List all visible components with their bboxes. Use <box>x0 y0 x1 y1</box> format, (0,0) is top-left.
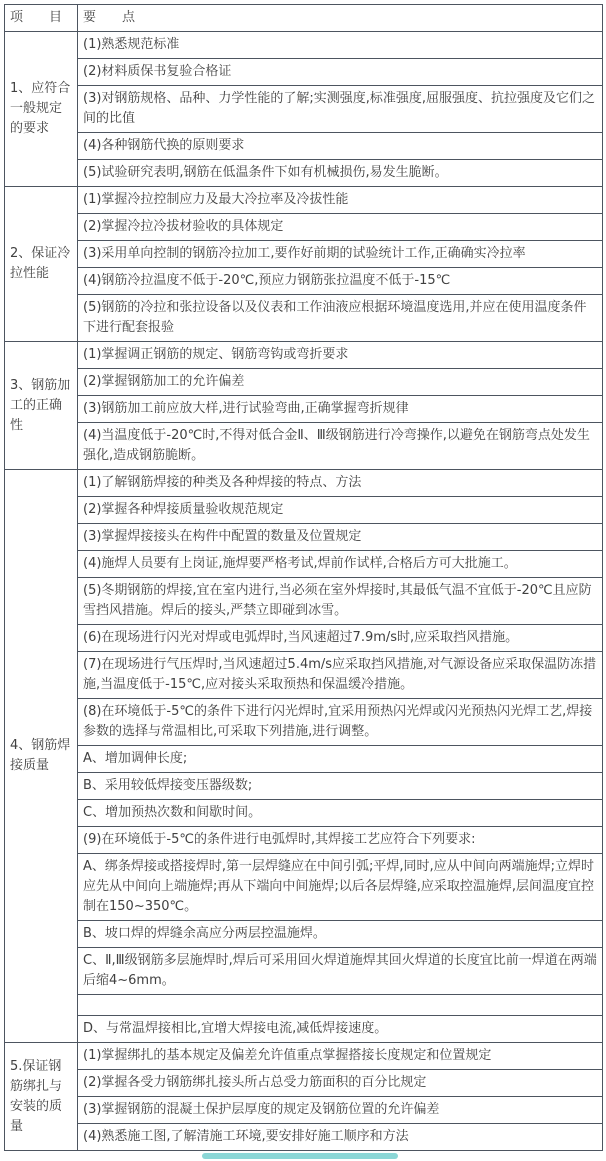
table-row <box>5 369 603 396</box>
point-cell: (3)采用单向控制的钢筋冷拉加工,要作好前期的试验统计工作,正确确实冷拉率 <box>78 241 603 268</box>
point-cell: (1)了解钢筋焊接的种类及各种焊接的特点、方法 <box>78 470 603 497</box>
point-cell: (4)当温度低于-20℃时,不得对低合金Ⅱ、Ⅲ级钢筋进行冷弯操作,以避免在钢筋弯点处发生强化,造成钢筋脆断。 <box>78 423 603 470</box>
table-row <box>5 295 603 342</box>
table-row <box>5 86 603 133</box>
point-cell: (1)掌握冷拉控制应力及最大冷拉率及冷拔性能 <box>78 187 603 214</box>
point-cell: D、与常温焊接相比,宜增大焊接电流,减低焊接速度。 <box>78 1016 603 1043</box>
table-header-row <box>5 5 603 32</box>
requirements-table <box>4 4 603 1151</box>
point-cell: (4)各种钢筋代换的原则要求 <box>78 133 603 160</box>
point-cell: A、增加调伸长度; <box>78 746 603 773</box>
point-cell: (4)施焊人员要有上岗证,施焊要严格考试,焊前作试样,合格后方可大批施工。 <box>78 551 603 578</box>
table-row <box>5 1043 603 1070</box>
table-row <box>5 1070 603 1097</box>
bottom-scrollbar-track <box>4 1153 602 1161</box>
table-row <box>5 652 603 699</box>
table-row <box>5 470 603 497</box>
point-cell: (2)掌握钢筋加工的允许偏差 <box>78 369 603 396</box>
point-cell: (3)对钢筋规格、品种、力学性能的了解;实测强度,标准强度,屈服强度、抗拉强度及它们之间的比值 <box>78 86 603 133</box>
point-cell: (3)钢筋加工前应放大样,进行试验弯曲,正确掌握弯折规律 <box>78 396 603 423</box>
item-cell: 4、钢筋焊接质量 <box>5 470 78 1043</box>
table-row <box>5 241 603 268</box>
item-cell: 5.保证钢筋绑扎与安装的质量 <box>5 1043 78 1151</box>
header-item-column: 项 目 <box>5 5 78 32</box>
table-row <box>5 396 603 423</box>
point-cell: C、Ⅱ,Ⅲ级钢筋多层施焊时,焊后可采用回火焊道施焊其回火焊道的长度宜比前一焊道在两端后缩4~6mm。 <box>78 948 603 995</box>
table-row <box>5 578 603 625</box>
point-cell: (2)掌握各受力钢筋绑扎接头所占总受力筋面积的百分比规定 <box>78 1070 603 1097</box>
table-row <box>5 800 603 827</box>
table-row <box>5 497 603 524</box>
point-cell: (7)在现场进行气压焊时,当风速超过5.4m/s应采取挡风措施,对气源设备应采取保温防冻措施,当温度低于-15℃,应对接头采取预热和保温缓冷措施。 <box>78 652 603 699</box>
point-cell: B、坡口焊的焊缝余高应分两层控温施焊。 <box>78 921 603 948</box>
point-cell: (6)在现场进行闪光对焊或电弧焊时,当风速超过7.9m/s时,应采取挡风措施。 <box>78 625 603 652</box>
table-row <box>5 995 603 1016</box>
point-cell: (4)钢筋冷拉温度不低于-20℃,预应力钢筋张拉温度不低于-15℃ <box>78 268 603 295</box>
point-cell: B、采用较低焊接变压器级数; <box>78 773 603 800</box>
table-row <box>5 214 603 241</box>
point-cell: (5)钢筋的冷拉和张拉设备以及仪表和工作油液应根据环境温度选用,并应在使用温度条件下进行配套报验 <box>78 295 603 342</box>
point-cell: (3)掌握钢筋的混凝土保护层厚度的规定及钢筋位置的允许偏差 <box>78 1097 603 1124</box>
item-cell: 2、保证冷拉性能 <box>5 187 78 342</box>
point-cell: (3)掌握焊接接头在构件中配置的数量及位置规定 <box>78 524 603 551</box>
point-cell: (5)冬期钢筋的焊接,宜在室内进行,当必须在室外焊接时,其最低气温不宜低于-20℃且应防雪挡风措施。焊后的接头,严禁立即碰到冰雪。 <box>78 578 603 625</box>
point-cell: C、增加预热次数和间歇时间。 <box>78 800 603 827</box>
table-row <box>5 32 603 59</box>
table-row <box>5 746 603 773</box>
table-row <box>5 524 603 551</box>
point-cell: (1)掌握调正钢筋的规定、钢筋弯钩或弯折要求 <box>78 342 603 369</box>
table-row <box>5 1124 603 1151</box>
table-row <box>5 551 603 578</box>
point-cell: (9)在环境低于-5℃的条件进行电弧焊时,其焊接工艺应符合下列要求: <box>78 827 603 854</box>
point-cell: (1)掌握绑扎的基本规定及偏差允许值重点掌握搭接长度规定和位置规定 <box>78 1043 603 1070</box>
header-points-column: 要 点 <box>78 5 603 32</box>
point-cell: A、绑条焊接或搭接焊时,第一层焊缝应在中间引弧;平焊,同时,应从中间向两端施焊;立焊时应先从中间向上端施焊;再从下端向中间施焊;以后各层焊缝,应采取控温施焊,层间温度宜控制在150~350℃。 <box>78 854 603 921</box>
point-cell: (4)熟悉施工图,了解清施工环境,要安排好施工顺序和方法 <box>78 1124 603 1151</box>
table-body <box>5 32 603 1151</box>
point-cell: (2)掌握各种焊接质量验收规范规定 <box>78 497 603 524</box>
table-row <box>5 699 603 746</box>
item-cell: 1、应符合一般规定的要求 <box>5 32 78 187</box>
table-row <box>5 342 603 369</box>
table-row <box>5 133 603 160</box>
point-cell: (1)熟悉规范标准 <box>78 32 603 59</box>
table-row <box>5 268 603 295</box>
point-cell: (2)材料质保书复验合格证 <box>78 59 603 86</box>
table-row <box>5 1016 603 1043</box>
table-row <box>5 1097 603 1124</box>
table-row <box>5 160 603 187</box>
table-row <box>5 948 603 995</box>
point-cell-empty <box>78 995 603 1016</box>
table-row <box>5 854 603 921</box>
table-row <box>5 187 603 214</box>
point-cell: (2)掌握冷拉冷拔材验收的具体规定 <box>78 214 603 241</box>
table-row <box>5 827 603 854</box>
table-row <box>5 59 603 86</box>
table-row <box>5 773 603 800</box>
table-row <box>5 423 603 470</box>
table-row <box>5 921 603 948</box>
point-cell: (5)试验研究表明,钢筋在低温条件下如有机械损伤,易发生脆断。 <box>78 160 603 187</box>
point-cell: (8)在环境低于-5℃的条件下进行闪光焊时,宜采用预热闪光焊或闪光预热闪光焊工艺,焊接参数的选择与常温相比,可采取下列措施,进行调整。 <box>78 699 603 746</box>
item-cell: 3、钢筋加工的正确性 <box>5 342 78 470</box>
table-row <box>5 625 603 652</box>
bottom-scrollbar-thumb[interactable] <box>202 1153 398 1159</box>
